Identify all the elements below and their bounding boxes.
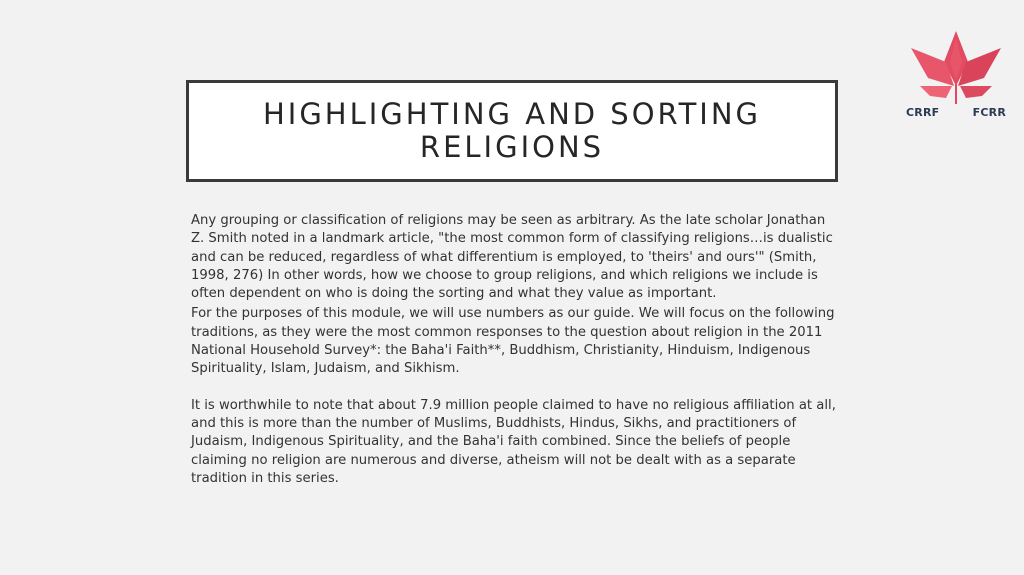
logo-text-crrf: CRRF: [906, 106, 940, 119]
slide-title: HIGHLIGHTING AND SORTING RELIGIONS: [262, 97, 762, 164]
paragraph-purposes: For the purposes of this module, we will use numbers as our guide. We will focus on the following traditions, as they were the most common responses to the question about religion in the 2011 National Household Survey*: the Baha'i Faith**, Buddhism, Christianity, Hinduism, Indigenous Spirituality, Islam, Judaism, and Sikhism.: [191, 306, 835, 377]
logo-text-fcrr: FCRR: [972, 106, 1006, 119]
body-text: [191, 212, 841, 488]
paragraph-classification: Any grouping or classification of religions may be seen as arbitrary. As the late scholar Jonathan Z. Smith noted in a landmark article, "the most common form of classifying religions…is dualistic and can be reduced, regardless of what differentium is employed, to 'theirs' and ours'" (Smith, 1998, 276) In other words, how we choose to group religions, and which religions we include is often dependent on who is doing the sorting and what they value as important.: [191, 213, 833, 302]
logo-label: [906, 106, 1006, 119]
crrf-fcrr-logo: [906, 28, 1006, 124]
title-box: [186, 80, 838, 182]
maple-leaf-icon: [906, 28, 1006, 108]
paragraph-no-religion: It is worthwhile to note that about 7.9 million people claimed to have no religious affiliation at all, and this is more than the number of Muslims, Buddhists, Hindus, Sikhs, and practitioners of Judaism, Indigenous Spirituality, and the Baha'i faith combined. Since the beliefs of people claiming no religion are numerous and diverse, atheism will not be dealt with as a separate tradition in this series.: [191, 397, 836, 486]
